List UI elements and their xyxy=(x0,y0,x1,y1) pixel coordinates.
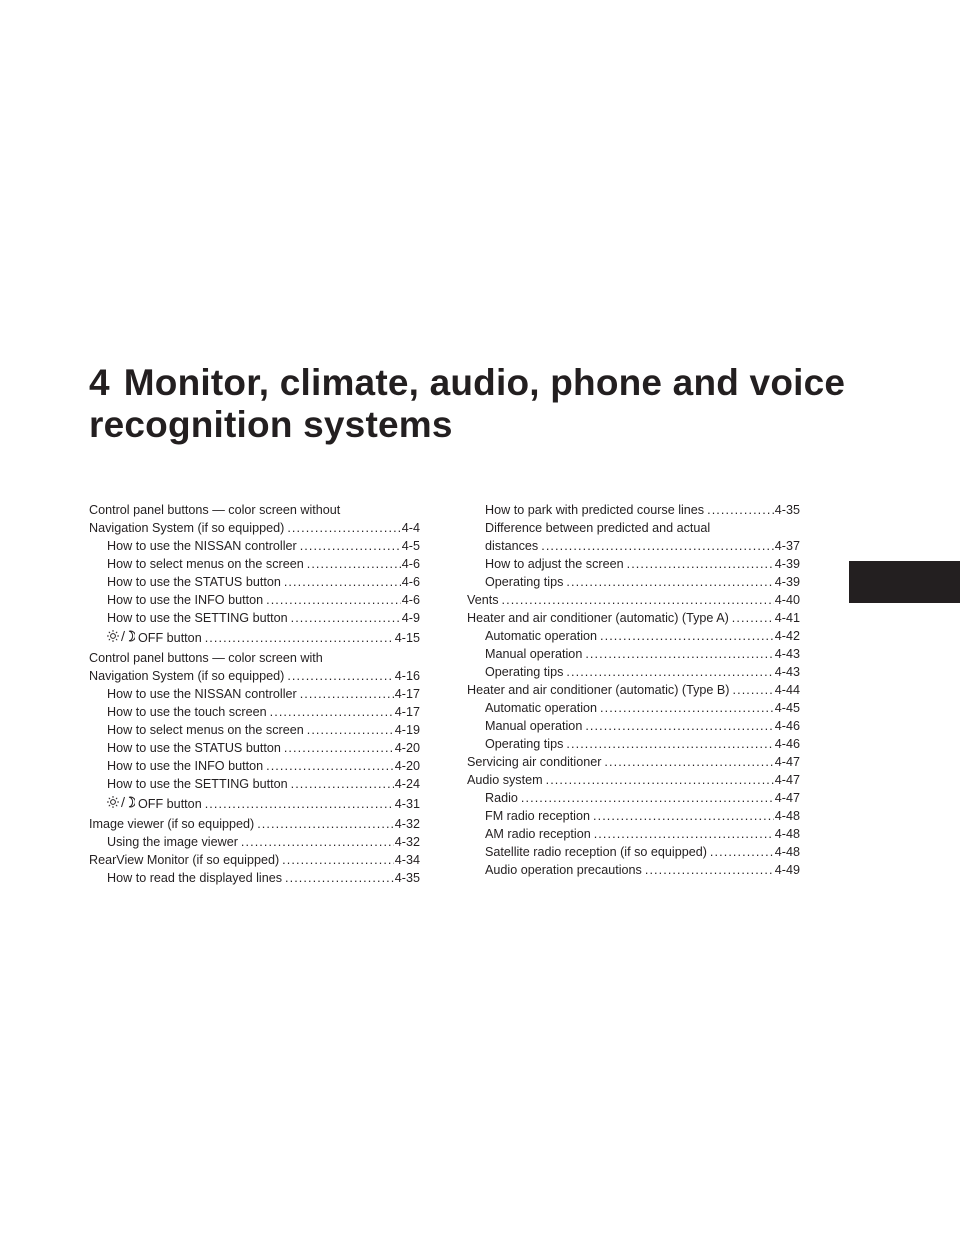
toc-entry-label: Navigation System (if so equipped) xyxy=(89,521,285,535)
toc-entry-heading-line: Difference between predicted and actual xyxy=(485,521,711,535)
toc-page-number: 4-43 xyxy=(774,665,800,679)
toc-entry-label: Automatic operation xyxy=(485,629,598,643)
toc-page-number: 4-45 xyxy=(774,701,800,715)
toc-entry-label: Heater and air conditioner (automatic) (Type A) xyxy=(467,611,729,625)
toc-leader-dots xyxy=(266,757,394,775)
toc-entry[interactable] xyxy=(467,861,800,879)
toc-page-number: 4-34 xyxy=(394,853,420,867)
toc-entry-label: FM radio reception xyxy=(485,809,590,823)
toc-page-number: 4-15 xyxy=(394,631,420,645)
toc-entry-label: How to select menus on the screen xyxy=(107,723,304,737)
toc-entry-label: How to use the NISSAN controller xyxy=(107,687,297,701)
toc-entry-label: OFF button xyxy=(138,631,202,645)
toc-entry-label: Using the image viewer xyxy=(107,835,238,849)
brightness-display-icon xyxy=(107,627,138,649)
toc-leader-dots xyxy=(241,833,394,851)
toc-entry[interactable] xyxy=(467,843,800,861)
toc-page-number: 4-20 xyxy=(394,759,420,773)
toc-entry-label: Satellite radio reception (if so equipped) xyxy=(485,845,707,859)
toc-leader-dots xyxy=(285,869,394,887)
toc-leader-dots xyxy=(585,645,773,663)
toc-entry[interactable] xyxy=(467,771,800,789)
toc-entry-label: How to read the displayed lines xyxy=(107,871,283,885)
toc-page-number: 4-16 xyxy=(394,669,420,683)
toc-entry[interactable] xyxy=(89,833,420,851)
toc-entry-label: How to use the NISSAN controller xyxy=(107,539,297,553)
toc-page-number: 4-6 xyxy=(401,593,420,607)
toc-entry-label: How to park with predicted course lines xyxy=(485,503,705,517)
toc-page-number: 4-42 xyxy=(774,629,800,643)
toc-entry[interactable] xyxy=(467,591,800,609)
toc-entry-label: Heater and air conditioner (automatic) (Type B) xyxy=(467,683,730,697)
toc-page-number: 4-48 xyxy=(774,827,800,841)
toc-page-number: 4-37 xyxy=(774,539,800,553)
toc-entry-label: Image viewer (if so equipped) xyxy=(89,817,255,831)
chapter-title-text: Monitor, climate, audio, phone and voice recognition systems xyxy=(89,362,846,445)
toc-entry[interactable] xyxy=(89,721,420,739)
toc-leader-dots xyxy=(502,591,774,609)
toc-page-number: 4-31 xyxy=(394,797,420,811)
toc-entry-label: Operating tips xyxy=(485,665,564,679)
toc-entry[interactable] xyxy=(467,753,800,771)
toc-entry[interactable] xyxy=(89,667,420,685)
toc-page-number: 4-4 xyxy=(401,521,420,535)
toc-leader-dots xyxy=(282,851,394,869)
toc-page-number: 4-17 xyxy=(394,705,420,719)
toc-leader-dots xyxy=(284,573,401,591)
toc-entry-label: How to use the STATUS button xyxy=(107,741,281,755)
toc-page-number: 4-43 xyxy=(774,647,800,661)
toc-entry[interactable] xyxy=(467,789,800,807)
toc-page-number: 4-19 xyxy=(394,723,420,737)
toc-entry-label: Operating tips xyxy=(485,737,564,751)
toc-entry[interactable] xyxy=(89,627,420,649)
toc-entry[interactable] xyxy=(89,793,420,815)
toc-left-column xyxy=(89,501,420,887)
toc-entry[interactable] xyxy=(89,609,420,627)
toc-entry-label: Vents xyxy=(467,593,499,607)
toc-entry[interactable] xyxy=(89,815,420,833)
toc-leader-dots xyxy=(257,815,394,833)
toc-entry-label: Manual operation xyxy=(485,647,583,661)
toc-leader-dots xyxy=(284,739,394,757)
chapter-title xyxy=(89,362,849,446)
toc-entry-label: Manual operation xyxy=(485,719,583,733)
toc-leader-dots xyxy=(291,609,401,627)
toc-entry-label: How to select menus on the screen xyxy=(107,557,304,571)
toc-entry[interactable] xyxy=(89,537,420,555)
toc-leader-dots xyxy=(604,753,773,771)
toc-entry[interactable] xyxy=(89,739,420,757)
toc-entry[interactable] xyxy=(467,609,800,627)
toc-entry-label: How to adjust the screen xyxy=(485,557,624,571)
toc-page-number: 4-9 xyxy=(401,611,420,625)
toc-entry[interactable] xyxy=(467,627,800,645)
toc-leader-dots xyxy=(566,573,773,591)
toc-entry[interactable] xyxy=(467,807,800,825)
toc-entry-label: OFF button xyxy=(138,797,202,811)
toc-leader-dots xyxy=(566,735,773,753)
toc-leader-dots xyxy=(287,519,400,537)
toc-entry[interactable] xyxy=(89,869,420,887)
toc-entry[interactable] xyxy=(89,775,420,793)
toc-leader-dots xyxy=(645,861,774,879)
toc-leader-dots xyxy=(627,555,774,573)
toc-leader-dots xyxy=(600,699,774,717)
toc-leader-dots xyxy=(307,555,401,573)
toc-entry-label: How to use the touch screen xyxy=(107,705,267,719)
toc-entry-label: How to use the INFO button xyxy=(107,759,264,773)
toc-page-number: 4-49 xyxy=(774,863,800,877)
toc-leader-dots xyxy=(307,721,394,739)
toc-entry[interactable] xyxy=(467,573,800,591)
toc-page-number: 4-32 xyxy=(394,817,420,831)
toc-leader-dots xyxy=(287,667,393,685)
toc-leader-dots xyxy=(205,793,394,815)
toc-page-number: 4-39 xyxy=(774,557,800,571)
toc-leader-dots xyxy=(300,537,401,555)
toc-page-number: 4-39 xyxy=(774,575,800,589)
toc-entry-label: AM radio reception xyxy=(485,827,591,841)
toc-entry[interactable] xyxy=(89,573,420,591)
toc-page-number: 4-41 xyxy=(774,611,800,625)
toc-leader-dots xyxy=(732,609,774,627)
toc-entry-label: distances xyxy=(485,539,539,553)
toc-entry[interactable] xyxy=(467,699,800,717)
toc-leader-dots xyxy=(521,789,774,807)
toc-entry-heading-line: Control panel buttons — color screen with xyxy=(89,651,323,665)
toc-leader-dots xyxy=(710,843,774,861)
toc-page-number: 4-32 xyxy=(394,835,420,849)
toc-entry[interactable] xyxy=(467,501,800,519)
toc-entry-label: Radio xyxy=(485,791,518,805)
toc-entry-label: Audio system xyxy=(467,773,543,787)
toc-entry[interactable] xyxy=(89,555,420,573)
toc-page-number: 4-6 xyxy=(401,575,420,589)
toc-entry-label: Servicing air conditioner xyxy=(467,755,602,769)
toc-leader-dots xyxy=(707,501,774,519)
toc-page-number: 4-48 xyxy=(774,845,800,859)
toc-leader-dots xyxy=(585,717,773,735)
toc-right-column xyxy=(467,501,800,879)
toc-leader-dots xyxy=(300,685,394,703)
toc-entry-label: How to use the STATUS button xyxy=(107,575,281,589)
toc-entry[interactable] xyxy=(467,717,800,735)
toc-page-number: 4-48 xyxy=(774,809,800,823)
toc-entry[interactable] xyxy=(467,681,800,699)
toc-leader-dots xyxy=(266,591,401,609)
toc-entry-label: Operating tips xyxy=(485,575,564,589)
toc-page-number: 4-35 xyxy=(394,871,420,885)
toc-entry-label: Navigation System (if so equipped) xyxy=(89,669,285,683)
chapter-number: 4 xyxy=(89,362,110,403)
toc-leader-dots xyxy=(205,627,394,649)
toc-page-number: 4-46 xyxy=(774,719,800,733)
toc-page-number: 4-47 xyxy=(774,755,800,769)
toc-page-number: 4-17 xyxy=(394,687,420,701)
toc-leader-dots xyxy=(566,663,773,681)
toc-entry[interactable] xyxy=(467,645,800,663)
toc-page-number: 4-24 xyxy=(394,777,420,791)
toc-entry[interactable] xyxy=(89,685,420,703)
toc-page-number: 4-35 xyxy=(774,503,800,517)
toc-entry[interactable] xyxy=(467,735,800,753)
toc-leader-dots xyxy=(733,681,774,699)
toc-entry-label: How to use the SETTING button xyxy=(107,777,288,791)
toc-entry-heading-line: Control panel buttons — color screen without xyxy=(89,503,341,517)
toc-page-number: 4-6 xyxy=(401,557,420,571)
toc-entry-label: RearView Monitor (if so equipped) xyxy=(89,853,280,867)
toc-entry-label: How to use the SETTING button xyxy=(107,611,288,625)
toc-leader-dots xyxy=(541,537,774,555)
toc-entry-label: Audio operation precautions xyxy=(485,863,642,877)
toc-page-number: 4-20 xyxy=(394,741,420,755)
toc-leader-dots xyxy=(270,703,394,721)
toc-entry-label: How to use the INFO button xyxy=(107,593,264,607)
toc-leader-dots xyxy=(594,825,774,843)
toc-leader-dots xyxy=(600,627,774,645)
toc-page-number: 4-44 xyxy=(774,683,800,697)
toc-entry[interactable] xyxy=(89,703,420,721)
toc-entry[interactable] xyxy=(467,555,800,573)
toc-entry[interactable] xyxy=(467,537,800,555)
toc-entry[interactable] xyxy=(89,519,420,537)
chapter-tab-marker xyxy=(849,561,960,603)
toc-leader-dots xyxy=(291,775,394,793)
toc-entry[interactable] xyxy=(89,757,420,775)
toc-page-number: 4-46 xyxy=(774,737,800,751)
toc-entry[interactable] xyxy=(89,851,420,869)
toc-entry[interactable] xyxy=(467,825,800,843)
toc-entry[interactable] xyxy=(89,591,420,609)
toc-entry-label: Automatic operation xyxy=(485,701,598,715)
toc-page-number: 4-5 xyxy=(401,539,420,553)
toc-page-number: 4-40 xyxy=(774,593,800,607)
toc-entry[interactable] xyxy=(467,663,800,681)
toc-page-number: 4-47 xyxy=(774,773,800,787)
toc-page-number: 4-47 xyxy=(774,791,800,805)
toc-leader-dots xyxy=(546,771,774,789)
brightness-display-icon xyxy=(107,793,138,815)
toc-leader-dots xyxy=(593,807,774,825)
